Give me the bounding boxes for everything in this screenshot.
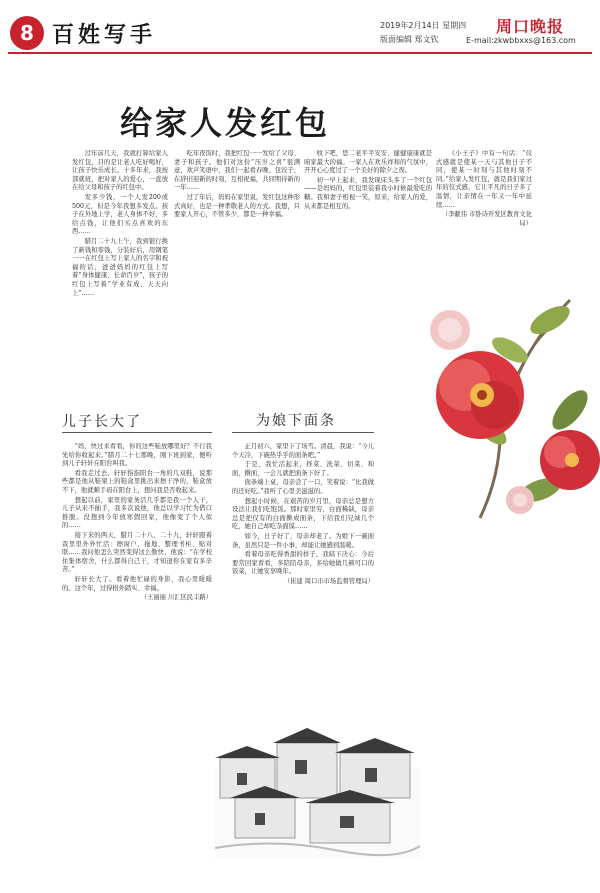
article1-paragraph: 《小王子》中有一句话：“仪式感就是使某一天与其他日子不同，使某一时刻与其他时刻不同。”给家人发红包，就是我们家过年的仪式感，它让平凡的日子多了温情，让亲情在一年又一年中延续…… (436, 150, 532, 209)
article2-title-rule (62, 432, 212, 433)
article2-body (62, 443, 212, 879)
village-illustration (215, 698, 420, 858)
issue-date: 2019年2月14日 星期四 (380, 21, 467, 30)
article3-paragraph: 如今，日子好了，母亲却老了。为娘下一碗面条，虽然只是一件小事，却能让她感到温暖。 (232, 532, 374, 549)
article2-signature: （王丽丽 川汇区民丰路） (140, 594, 212, 602)
article2-title: 儿子长大了 (62, 414, 142, 430)
article2-paragraph: 看我走过去，轩轩指指阳台一角的几双鞋，说那些都是他从鞋架上的鞋盒里挑出来擦干净的，鞋盒放不下，他就顺手码在阳台上，想问我是否收起来。 (62, 469, 212, 494)
article1-column-1 (72, 150, 168, 362)
article3-paragraph: 面条端上桌，母亲尝了一口，笑着说：“比我做的还好吃。”我听了心里美滋滋的。 (232, 479, 374, 495)
article1-column-3 (304, 150, 432, 362)
article2-paragraph: 接下来的两天，腊月二十八、二十九，轩轩跟着我里里外外忙活：擦窗户、拖地、整理书柜、贴对联……我问他怎么突然变得这么勤快，他说：“在学校住集体宿舍，什么都得自己干，才知道你在家有多辛苦。” (62, 531, 212, 574)
page-number-badge: 8 (10, 16, 44, 50)
article2-paragraph: “妈，快过来看看，你的这些鞋放哪里好？不行我先给你收起来。”腊月二十七那晚，刚下班到家，便听到儿子轩轩在阳台叫我。 (62, 443, 212, 468)
article3-signature: （崔建 周口市市场监督管理局） (283, 577, 374, 585)
article2-paragraph: 轩轩长大了。看着他忙碌的身影，我心里暖暖的。这个年，过得格外踏实、幸福。 (62, 575, 212, 592)
article1-paragraph: 初一早上起来，我发现床头多了一个红包——是妈妈的，红包里装着我小时候最爱吃的糖。我和妻子相视一笑，原来，给家人的爱，从来都是相互的。 (304, 176, 432, 210)
article3-paragraph: 看着母亲吃得香甜的样子，我暗下决心：今后要常回家看看，多陪陪母亲，多给她做几顿可口的饭菜，让她安享晚年。 (232, 551, 374, 576)
article1-paragraph: 过年前几天，我就打算给家人发红包，目的是让老人吃好喝好，让孩子快乐成长。十多年来，我按部就班，把对家人的爱心，一直放在给父母和孩子的红包中。 (72, 150, 168, 192)
article1-column-2 (174, 150, 300, 362)
newspaper-logo: 周口晚报 (496, 17, 565, 36)
article1-paragraph: 腊月二十九上午，我到银行换了新钱和零钱，分装好后，用钢笔一一在红包上写上家人的名字和祝福的话，爸爸妈妈的红包上写着“身体健康、长命百岁”，孩子的红包上写着“学业有成、天天向上”…… (72, 237, 168, 297)
editor-credit: 版面编辑 郑文钦 (380, 35, 439, 44)
article2-paragraph: 想起以前，家里的家务活几乎都是我一个人干，儿子从来不插手，我多次说他，他总以学习忙为借口推脱。没想到今年放寒假回家，他像变了个人似的…… (62, 496, 212, 530)
article1-paragraph: 发多少钱，一个人发200或500元，但是今年我想多发点。孩子在外地上学，老人身体不好，多给点钱，让他们买点喜欢的东西…… (72, 193, 168, 236)
article3-title: 为娘下面条 (256, 413, 336, 429)
section-title: 百姓写手 (52, 22, 157, 48)
article1-paragraph: 过了年后，妈妈在家里说，发红包这种形式真好，也是一种孝敬老人的方式。我想，只要家人开心，不管多少，都是一种幸福。 (174, 193, 300, 219)
article3-paragraph: 想起小时候，在艰苦的岁月里，母亲总是想方设法让我们吃饱饭。那时家里穷，白面稀缺，母亲总是把仅有的白面擀成面条，下给我们兄妹几个吃，她自己却吃杂面馍…… (232, 497, 374, 531)
flower-illustration (420, 290, 600, 520)
article1-signature: （李献伟 市卧诗开发区教育文化局） (441, 211, 532, 227)
header-divider (8, 52, 592, 54)
article3-paragraph: 正月初六，家里下了场雪。清晨，我说：“今儿个天冷，下碗热乎乎的面条吧。” (232, 443, 374, 459)
article3-title-rule (232, 432, 374, 433)
contact-email: E-mail:zkwbbxxs@163.com (466, 36, 576, 45)
article3-paragraph: 于是，我忙活起来，择菜、洗菜、切菜、和面、擀面，一会儿就把面条下好了。 (232, 461, 374, 477)
article1-paragraph: 吃年夜饭时，我把红包一一发给了父母、妻子和孩子。他们对这份“压岁之喜”很满意，欢声笑语中，我们一起看春晚、包饺子，在辞旧迎新的时刻，互相祝福，共同期待新的一年…… (174, 150, 300, 192)
main-article-title: 给家人发红包 (120, 104, 331, 142)
article1-paragraph: 收下吧，您二老平平安安、健健康康就是咱家最大的福。一家人在欢乐祥和的气氛中，开开心心度过了一个美好的除夕之夜。 (304, 150, 432, 175)
